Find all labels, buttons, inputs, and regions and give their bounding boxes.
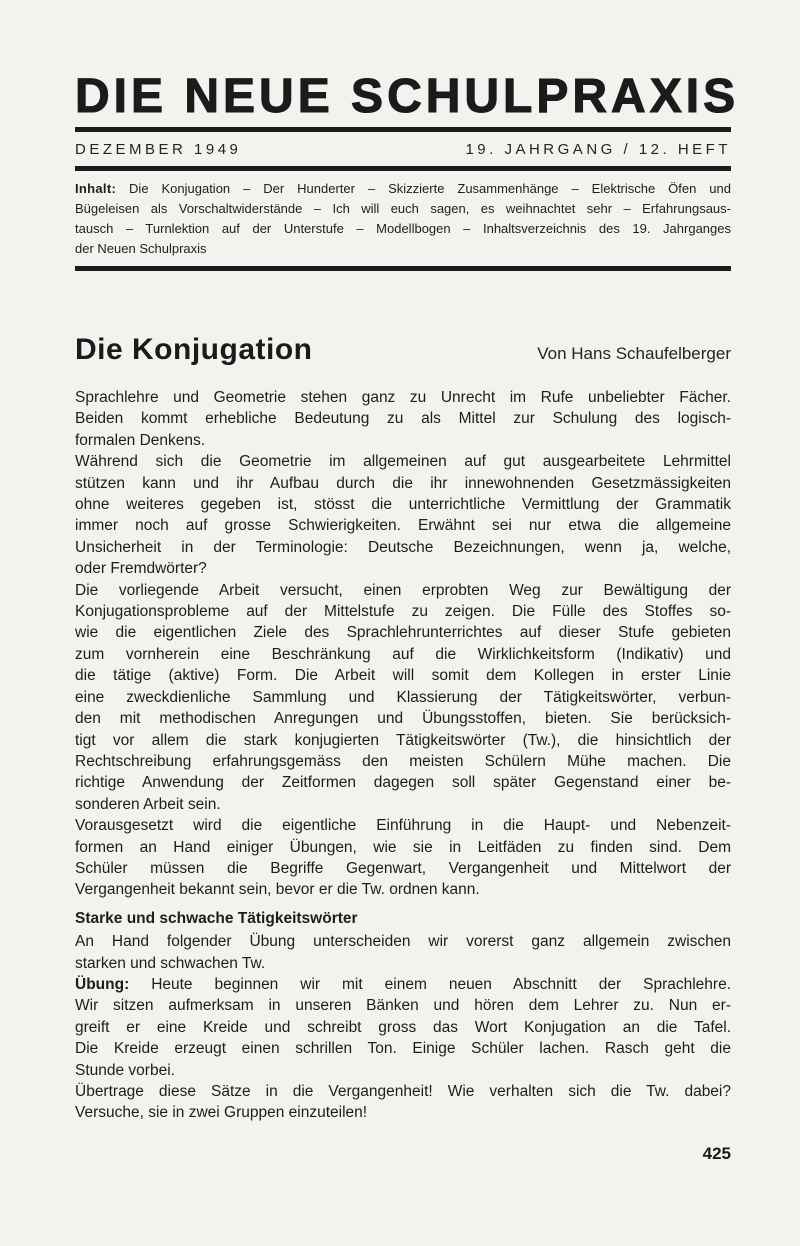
text-line: Stunde vorbei. <box>75 1061 175 1079</box>
inhalt-line: Inhalt: Die Konjugation – Der Hunderter – Skizzierte Zusammenhänge – Elektrische Öfen und <box>75 181 731 196</box>
article-header <box>75 333 731 367</box>
section-heading: Starke und schwache Tätigkeitswörter <box>75 909 358 927</box>
issue-date: DEZEMBER 1949 <box>75 141 242 158</box>
text-line: den mit methodischen Anregungen und Übungsstoffen, bieten. Sie berücksich- <box>75 710 731 728</box>
text-line: Sprachlehre und Geometrie stehen ganz zu Unrecht im Rufe unbeliebter Fächer. <box>75 389 731 406</box>
article-byline: Von Hans Schaufelberger <box>537 344 731 363</box>
text-line: Vergangenheit bekannt sein, bevor er die Tw. ordnen kann. <box>75 881 480 899</box>
text-line: wie die eigentlichen Ziele des Sprachlehrunterrichtes auf dieser Stufe gebieten <box>75 624 731 642</box>
text-line: Versuche, sie in zwei Gruppen einzuteilen! <box>75 1104 368 1122</box>
text-line: Vorausgesetzt wird die eigentliche Einführung in die Haupt- und Nebenzeit- <box>75 817 731 835</box>
paragraph <box>75 931 731 974</box>
text-line: Während sich die Geometrie im allgemeinen auf gut ausgearbeitete Lehrmittel <box>75 453 731 471</box>
inhalt-block <box>75 179 731 259</box>
divider-rule <box>75 266 731 271</box>
paragraph <box>75 1081 731 1124</box>
text-line: Die Kreide erzeugt einen schrillen Ton. Einige Schüler lachen. Rasch geht die <box>75 1040 731 1058</box>
text-line: Beiden kommt erhebliche Bedeutung zu als Mittel zur Schulung des logisch- <box>75 410 731 428</box>
text-line: starken und schwachen Tw. <box>75 954 266 972</box>
paragraph <box>75 974 731 1081</box>
paragraph <box>75 451 731 579</box>
text-line: An Hand folgender Übung unterscheiden wir vorerst ganz allgemein zwischen <box>75 933 731 951</box>
text-line: Konjugationsprobleme auf der Mittelstufe zu zeigen. Die Fülle des Stoffes so- <box>75 603 731 621</box>
page-number: 425 <box>702 1144 731 1163</box>
article-title: Die Konjugation <box>75 333 313 366</box>
text-line: formalen Denkens. <box>75 431 206 449</box>
inhalt-line: der Neuen Schulpraxis <box>75 241 207 256</box>
text-line: ohne weiteres gegeben ist, stösst die unterrichtliche Vermittlung der Grammatik <box>75 496 731 514</box>
text-line: Die vorliegende Arbeit versucht, einen erprobten Weg zur Bewältigung der <box>75 581 731 599</box>
text-line: eine zweckdienliche Sammlung und Klassierung der Tätigkeitswörter, verbun- <box>75 688 731 706</box>
page-content <box>75 0 740 1124</box>
inhalt-line: tausch – Turnlektion auf der Unterstufe – Modellbogen – Inhaltsverzeichnis des 19. Jahrganges <box>75 221 731 236</box>
text-line: sonderen Arbeit sein. <box>75 795 221 813</box>
text-line: tigt vor allem die stark konjugierten Tätigkeitswörter (Tw.), die hinsichtlich der <box>75 731 731 749</box>
paragraph <box>75 815 731 901</box>
masthead <box>75 70 740 171</box>
paragraph <box>75 580 731 815</box>
issue-row <box>75 132 731 166</box>
text-line: oder Fremdwörter? <box>75 560 207 578</box>
inhalt-line: Bügeleisen als Vorschaltwiderstände – Ich will euch sagen, es weihnachtet sehr – Erfahrungsaus- <box>75 201 731 216</box>
text-line: zum vornherein eine Beschränkung auf die Wirklichkeitsform (Indikativ) und <box>75 645 731 663</box>
issue-info: 19. JAHRGANG / 12. HEFT <box>465 141 731 158</box>
inhalt-text <box>75 179 731 259</box>
paragraph <box>75 387 731 451</box>
bold-lead: Übung: <box>75 975 130 993</box>
text-line: Rechtschreibung erfahrungsgemäss den meisten Schülern Mühe machen. Die <box>75 752 731 770</box>
text-line: formen an Hand einiger Übungen, wie sie in Leitfäden zu finden sind. Dem <box>75 838 731 856</box>
article-body <box>75 387 731 1124</box>
text-line: Schüler müssen die Begriffe Gegenwart, Vergangenheit und Mittelwort der <box>75 859 731 877</box>
text-line: Übung: Heute beginnen wir mit einem neuen Abschnitt der Sprachlehre. <box>75 975 731 993</box>
text-line: immer noch auf grosse Schwierigkeiten. Erwähnt sei nur etwa die allgemeine <box>75 517 731 535</box>
bold-lead: Inhalt: <box>75 181 117 196</box>
text-line: greift er eine Kreide und schreibt gross das Wort Konjugation an die Tafel. <box>75 1018 731 1036</box>
text-line: richtige Anwendung der Zeitformen dagegen soll später Gegenstand einer be- <box>75 774 731 792</box>
text-line: Übertrage diese Sätze in die Vergangenheit! Wie verhalten sich die Tw. dabei? <box>75 1083 731 1100</box>
text-line: stützen kann und ihr Aufbau durch die ihr innewohnenden Gesetzmässigkeiten <box>75 474 731 492</box>
text-line: Wir sitzen aufmerksam in unseren Bänken und hören dem Lehrer zu. Nun er- <box>75 997 731 1015</box>
divider-rule <box>75 166 731 171</box>
text-line: die tätige (aktive) Form. Die Arbeit will somit dem Kollegen in erster Linie <box>75 667 731 685</box>
article <box>75 333 731 1124</box>
text-line: Unsicherheit in der Terminologie: Deutsche Bezeichnungen, wenn ja, welche, <box>75 538 731 556</box>
magazine-title: DIE NEUE SCHULPRAXIS <box>75 70 740 123</box>
